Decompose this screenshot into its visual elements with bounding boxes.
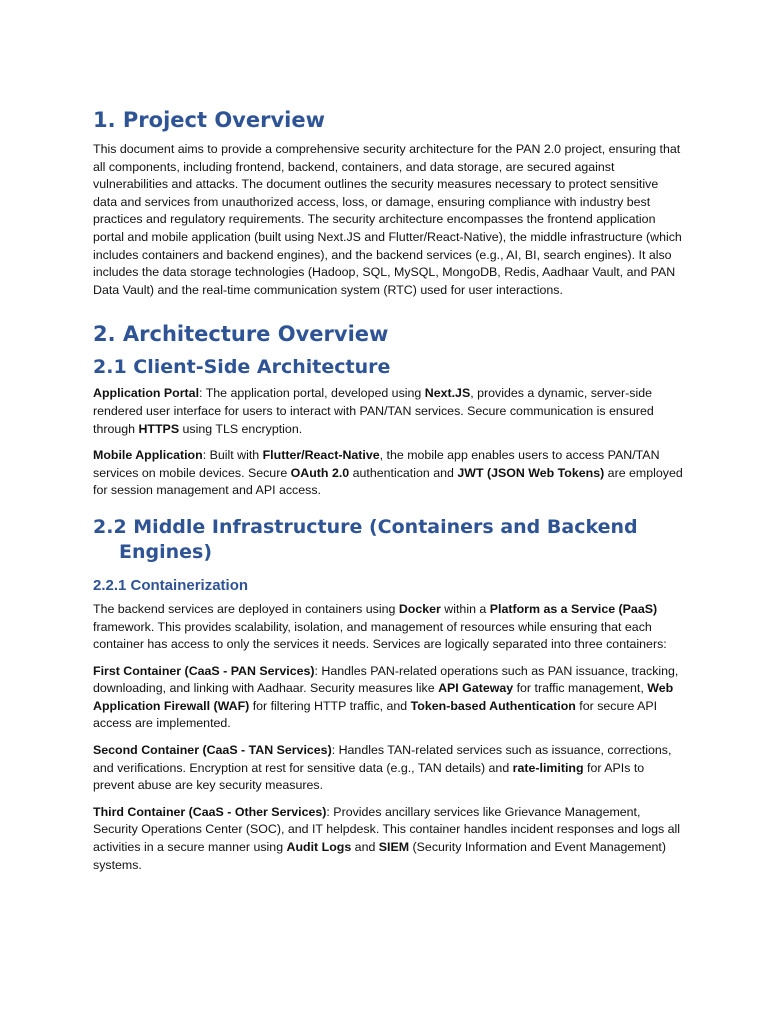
- paragraph-first-container: [93, 663, 683, 733]
- text-segment: : Provides ancillary services like Grievance Management, Security Operations Center (SOC), and IT helpdesk. This container handles incident responses and logs all activities in a secure manner using: [93, 804, 681, 855]
- text-segment: framework. This provides scalability, isolation, and management of resources while ensuring that each container has access to only the services it needs. Services are logically separated into three containers:: [93, 619, 667, 652]
- term-application-portal: Application Portal: [93, 386, 200, 401]
- text-segment: : Handles PAN-related operations such as PAN issuance, tracking, downloading, and linking with Aadhaar. Security measures like: [93, 663, 679, 696]
- text-segment: authentication and: [349, 465, 458, 480]
- text-segment: for APIs to prevent abuse are key security measures.: [93, 760, 645, 793]
- text-segment: and: [351, 840, 379, 855]
- term-jwt: JWT (JSON Web Tokens): [457, 465, 605, 480]
- text-segment: : Built with: [202, 448, 263, 463]
- term-api-gateway: API Gateway: [438, 681, 514, 696]
- term-first-container: First Container (CaaS - PAN Services): [93, 663, 315, 678]
- term-third-container: Third Container (CaaS - Other Services): [93, 804, 327, 819]
- heading-containerization: 2.2.1 Containerization: [93, 576, 249, 594]
- term-waf: Web Application Firewall (WAF): [93, 681, 674, 713]
- text-segment: within a: [440, 601, 490, 616]
- paragraph-application-portal: [93, 385, 683, 438]
- document-page: [93, 105, 683, 874]
- text-segment: , the mobile app enables users to access PAN/TAN services on mobile devices. Secure: [93, 448, 660, 480]
- term-docker: Docker: [398, 601, 441, 616]
- paragraph-second-container: [93, 742, 683, 795]
- text-segment: The backend services are deployed in containers using: [93, 601, 399, 616]
- text-segment: for traffic management,: [513, 681, 648, 696]
- heading-middle-infrastructure: 2.2 Middle Infrastructure (Containers and Backend Engines): [93, 515, 638, 563]
- term-second-container: Second Container (CaaS - TAN Services): [93, 743, 332, 758]
- text-segment: for secure API access are implemented.: [93, 698, 658, 731]
- term-audit-logs: Audit Logs: [286, 840, 352, 855]
- term-oauth: OAuth 2.0: [290, 465, 350, 480]
- text-segment: : The application portal, developed using: [199, 386, 425, 401]
- term-mobile-application: Mobile Application: [93, 448, 203, 463]
- term-token-auth: Token-based Authentication: [410, 698, 576, 713]
- heading-client-side-architecture: 2.1 Client-Side Architecture: [93, 356, 391, 379]
- paragraph-project-overview: This document aims to provide a comprehensive security architecture for the PAN 2.0 project, ensuring that all components, including frontend, backend, containers, and data storage, are secured against vulnerabilities and attacks. The document outlines the security measures necessary to protect sensitive data and services from unauthorized access, loss, or damage, ensuring compliance with industry best practices and regulatory requirements. The security architecture encompasses the frontend application portal and mobile application (built using Next.JS and Flutter/React-Native), the middle infrastructure (which includes containers and backend engines), and the backend services (e.g., AI, BI, search engines). It also includes the data storage technologies (Hadoop, SQL, MySQL, MongoDB, Redis, Aadhaar Vault, and PAN Data Vault) and the real-time communication system (RTC) used for user interactions.: [93, 142, 682, 297]
- heading-architecture-overview: 2. Architecture Overview: [93, 322, 389, 347]
- paragraph-containerization-intro: [93, 601, 683, 654]
- term-siem: SIEM: [378, 840, 410, 855]
- text-segment: for filtering HTTP traffic, and: [249, 698, 411, 713]
- heading-project-overview: 1. Project Overview: [93, 108, 325, 132]
- text-segment: are employed for session management and API access.: [93, 465, 683, 498]
- term-paas: Platform as a Service (PaaS): [489, 601, 658, 616]
- text-segment: (Security Information and Event Management) systems.: [93, 840, 666, 872]
- term-rate-limiting: rate-limiting: [512, 760, 584, 775]
- term-https: HTTPS: [138, 421, 180, 436]
- text-segment: : Handles TAN-related services such as issuance, corrections, and verifications. Encryption at rest for sensitive data (e.g., TAN details) and: [93, 743, 672, 775]
- paragraph-third-container: [93, 804, 683, 874]
- paragraph-mobile-application: [93, 447, 683, 500]
- text-segment: , provides a dynamic, server-side rendered user interface for users to interact with PAN/TAN services. Secure communication is ensured through: [93, 386, 654, 436]
- text-segment: using TLS encryption.: [179, 421, 303, 436]
- term-nextjs: Next.JS: [424, 386, 471, 401]
- term-flutter-react-native: Flutter/React-Native: [262, 448, 380, 463]
